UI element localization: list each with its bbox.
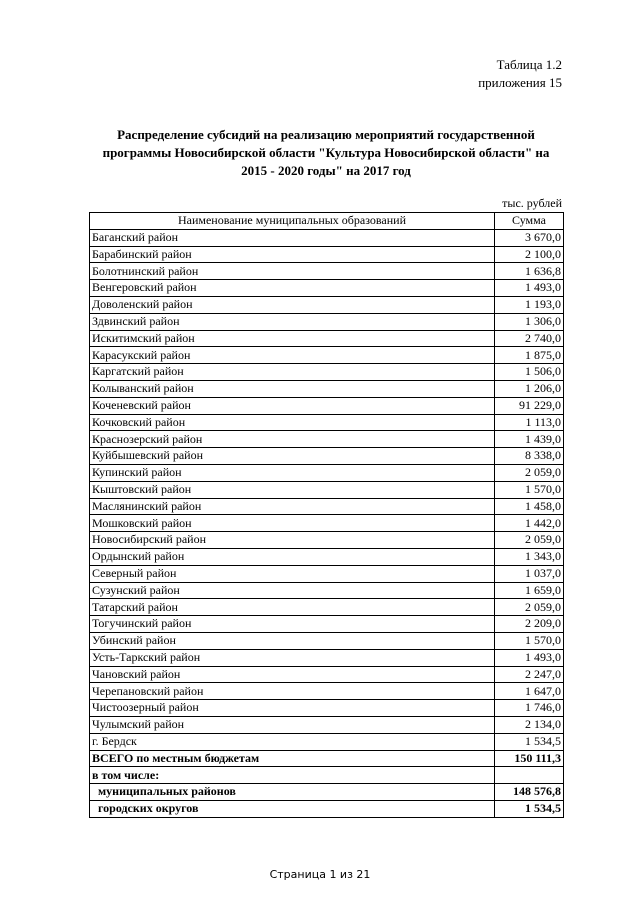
municipality-name: Чановский район [90, 666, 495, 683]
subsidy-amount: 91 229,0 [495, 397, 564, 414]
subsidy-amount: 2 059,0 [495, 599, 564, 616]
municipality-name: Черепановский район [90, 683, 495, 700]
subsidy-amount: 1 458,0 [495, 498, 564, 515]
subsidy-amount: 1 037,0 [495, 565, 564, 582]
table-header-row [90, 213, 564, 230]
municipality-name: Новосибирский район [90, 532, 495, 549]
subsidy-amount: 1 206,0 [495, 380, 564, 397]
table-row [90, 733, 564, 750]
subsidy-amount: 2 209,0 [495, 616, 564, 633]
table-row [90, 380, 564, 397]
table-row [90, 683, 564, 700]
title-line: Распределение субсидий на реализацию мероприятий государственной [117, 127, 535, 142]
municipality-name: Каргатский район [90, 364, 495, 381]
table-row [90, 616, 564, 633]
subsidy-amount: 1 506,0 [495, 364, 564, 381]
subsidy-amount: 2 134,0 [495, 716, 564, 733]
table-row [90, 498, 564, 515]
table-row [90, 784, 564, 801]
municipality-name: Венгеровский район [90, 280, 495, 297]
subsidy-amount: 1 636,8 [495, 263, 564, 280]
municipality-name: Маслянинский район [90, 498, 495, 515]
subsidy-amount: 2 059,0 [495, 532, 564, 549]
table-row [90, 599, 564, 616]
table-row [90, 229, 564, 246]
municipality-name: Северный район [90, 565, 495, 582]
document-title [90, 126, 562, 180]
table-row [90, 532, 564, 549]
municipality-name: Ордынский район [90, 548, 495, 565]
subsidy-amount: 1 193,0 [495, 296, 564, 313]
units-label: тыс. рублей [502, 196, 562, 210]
municipality-name: в том числе: [90, 767, 495, 784]
subsidy-amount: 3 670,0 [495, 229, 564, 246]
municipality-name: Барабинский район [90, 246, 495, 263]
subsidy-amount: 2 100,0 [495, 246, 564, 263]
column-header-name: Наименование муниципальных образований [90, 213, 495, 230]
page-footer: Страница 1 из 21 [269, 868, 371, 881]
table-number: Таблица 1.2 [496, 57, 562, 72]
municipality-name: Усть-Таркский район [90, 649, 495, 666]
municipality-name: Искитимский район [90, 330, 495, 347]
table-row [90, 666, 564, 683]
municipality-name: Куйбышевский район [90, 448, 495, 465]
subsidy-amount: 1 534,5 [495, 733, 564, 750]
subsidy-amount: 2 059,0 [495, 464, 564, 481]
municipality-name: Убинский район [90, 632, 495, 649]
subsidy-amount: 1 570,0 [495, 632, 564, 649]
table-row [90, 565, 564, 582]
subsidy-amount: 148 576,8 [495, 784, 564, 801]
table-row [90, 280, 564, 297]
table-row [90, 263, 564, 280]
municipality-name: Краснозерский район [90, 431, 495, 448]
municipality-name: Тогучинский район [90, 616, 495, 633]
title-line: программы Новосибирской области "Культура Новосибирской области" на [102, 145, 550, 160]
subsidy-amount: 1 442,0 [495, 515, 564, 532]
table-row [90, 582, 564, 599]
table-row [90, 246, 564, 263]
municipality-name: Баганский район [90, 229, 495, 246]
subsidy-amount: 1 113,0 [495, 414, 564, 431]
municipality-name: муниципальных районов [90, 784, 495, 801]
subsidy-amount: 1 343,0 [495, 548, 564, 565]
municipality-name: Колыванский район [90, 380, 495, 397]
subsidy-amount: 8 338,0 [495, 448, 564, 465]
municipality-name: г. Бердск [90, 733, 495, 750]
municipality-name: Татарский район [90, 599, 495, 616]
table-row [90, 767, 564, 784]
municipality-name: Чулымский район [90, 716, 495, 733]
municipality-name: Чистоозерный район [90, 700, 495, 717]
municipality-name: Коченевский район [90, 397, 495, 414]
subsidy-amount: 1 570,0 [495, 481, 564, 498]
subsidy-amount: 1 659,0 [495, 582, 564, 599]
table-row [90, 296, 564, 313]
table-row [90, 800, 564, 817]
subsidy-amount: 1 493,0 [495, 649, 564, 666]
subsidy-amount: 1 534,5 [495, 800, 564, 817]
table-row [90, 448, 564, 465]
appendix-number: приложения 15 [478, 75, 562, 90]
municipality-name: Доволенский район [90, 296, 495, 313]
municipality-name: Карасукский район [90, 347, 495, 364]
subsidy-amount: 1 306,0 [495, 313, 564, 330]
table-row [90, 716, 564, 733]
municipality-name: Мошковский район [90, 515, 495, 532]
table-row [90, 548, 564, 565]
table-row [90, 464, 564, 481]
table-row [90, 347, 564, 364]
municipality-name: Кочковский район [90, 414, 495, 431]
municipality-name: Сузунский район [90, 582, 495, 599]
table-row [90, 481, 564, 498]
table-reference [478, 56, 562, 92]
subsidy-amount: 2 740,0 [495, 330, 564, 347]
subsidy-amount: 1 439,0 [495, 431, 564, 448]
table-row [90, 700, 564, 717]
municipality-name: Болотнинский район [90, 263, 495, 280]
column-header-sum: Сумма [495, 213, 564, 230]
table-row [90, 414, 564, 431]
municipality-name: ВСЕГО по местным бюджетам [90, 750, 495, 767]
subsidy-amount: 150 111,3 [495, 750, 564, 767]
subsidy-table [89, 212, 564, 818]
table-row [90, 515, 564, 532]
municipality-name: городских округов [90, 800, 495, 817]
table-row [90, 364, 564, 381]
table-row [90, 750, 564, 767]
municipality-name: Здвинский район [90, 313, 495, 330]
table-row [90, 313, 564, 330]
subsidy-amount: 1 875,0 [495, 347, 564, 364]
title-line: 2015 - 2020 годы" на 2017 год [241, 163, 411, 178]
municipality-name: Купинский район [90, 464, 495, 481]
subsidy-amount: 2 247,0 [495, 666, 564, 683]
subsidy-amount: 1 746,0 [495, 700, 564, 717]
subsidy-amount [495, 767, 564, 784]
table-row [90, 632, 564, 649]
subsidy-amount: 1 647,0 [495, 683, 564, 700]
table-row [90, 649, 564, 666]
table-row [90, 330, 564, 347]
table-row [90, 397, 564, 414]
table-row [90, 431, 564, 448]
municipality-name: Кыштовский район [90, 481, 495, 498]
subsidy-amount: 1 493,0 [495, 280, 564, 297]
